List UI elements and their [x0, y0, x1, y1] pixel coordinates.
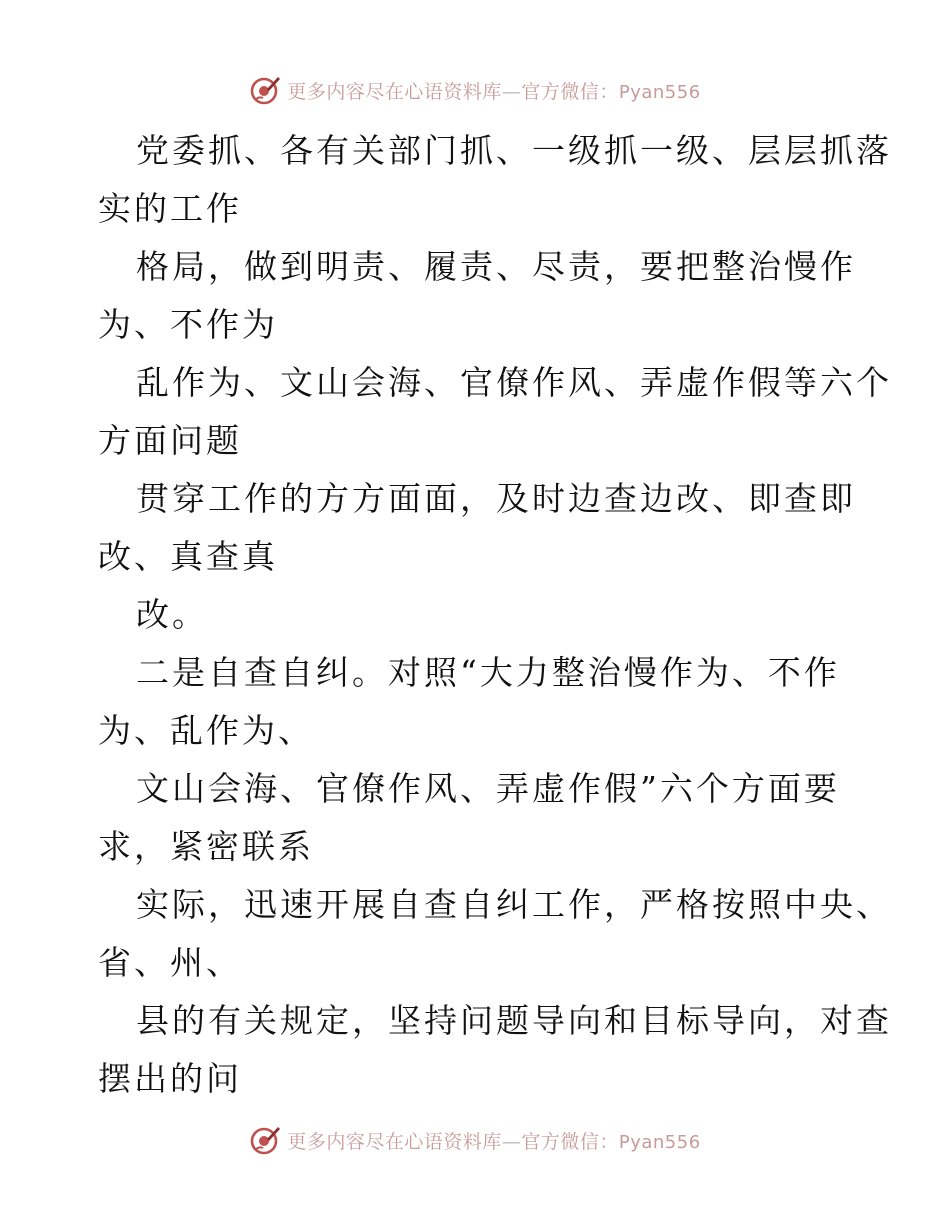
- text-line: 实的工作: [98, 189, 242, 228]
- footer-watermark-id: Pyan556: [618, 1131, 701, 1153]
- text-line: 为、乱作为、: [98, 711, 314, 750]
- footer-watermark: [0, 1120, 950, 1160]
- text-line: 摆出的问: [98, 1059, 242, 1098]
- text-line: 为、不作为: [98, 305, 278, 344]
- document-body: [98, 122, 892, 1108]
- header-watermark: [0, 70, 950, 110]
- footer-watermark-dash: —: [501, 1130, 522, 1153]
- brush-logo-icon: [249, 1124, 281, 1156]
- text-line: 二是自查自纠。对照“大力整治慢作为、不作: [136, 653, 840, 692]
- footer-watermark-cn: 更多内容尽在心语资料库: [287, 1130, 502, 1153]
- text-line: 省、州、: [98, 943, 242, 982]
- header-watermark-id: Pyan556: [618, 81, 701, 103]
- text-line: 格局，做到明责、履责、尽责，要把整治慢作: [136, 247, 856, 286]
- text-line: 求，紧密联系: [98, 827, 314, 866]
- text-line: 贯穿工作的方方面面，及时边查边改、即查即: [136, 479, 856, 518]
- brush-logo-icon: [249, 74, 281, 106]
- text-line: 方面问题: [98, 421, 242, 460]
- header-watermark-cn: 更多内容尽在心语资料库: [287, 80, 502, 103]
- text-line: 县的有关规定，坚持问题导向和目标导向，对查: [136, 1001, 892, 1040]
- text-line: 改、真查真: [98, 537, 278, 576]
- text-line: 文山会海、官僚作风、弄虚作假”六个方面要: [136, 769, 840, 808]
- text-line: 改。: [136, 595, 208, 634]
- header-watermark-dash: —: [501, 80, 522, 103]
- header-watermark-text: [287, 77, 700, 104]
- text-line: 乱作为、文山会海、官僚作风、弄虚作假等六个: [136, 363, 892, 402]
- text-line: 党委抓、各有关部门抓、一级抓一级、层层抓落: [136, 131, 892, 170]
- header-watermark-label: 官方微信：: [521, 80, 619, 103]
- footer-watermark-label: 官方微信：: [521, 1130, 619, 1153]
- footer-watermark-text: [287, 1127, 700, 1154]
- text-line: 实际，迅速开展自查自纠工作，严格按照中央、: [136, 885, 892, 924]
